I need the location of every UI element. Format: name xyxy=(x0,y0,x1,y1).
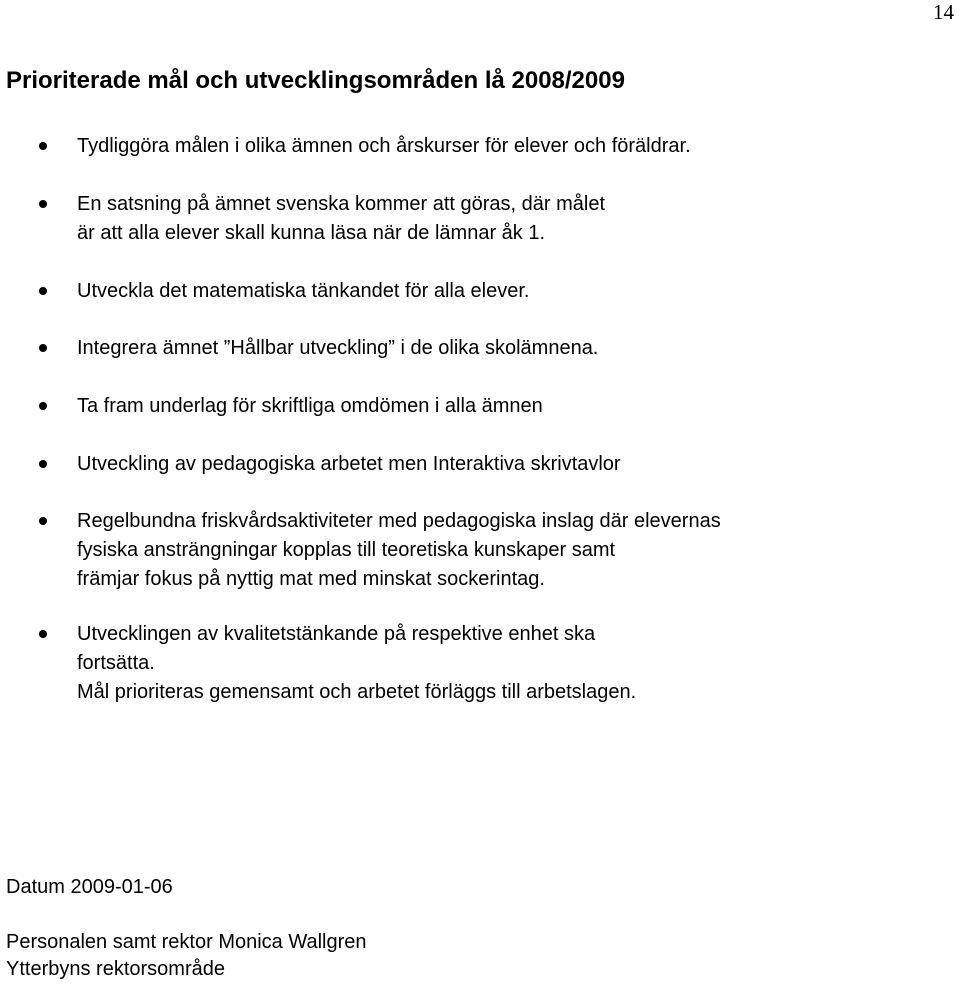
footer-signatory: Personalen samt rektor Monica Wallgren xyxy=(6,931,367,953)
list-item xyxy=(0,190,900,248)
list-item xyxy=(0,277,900,306)
list-item-line: främjar fokus på nyttig mat med minskat sockerintag. xyxy=(77,568,545,590)
list-item-line: Regelbundna friskvårdsaktiviteter med pedagogiska inslag där elevernas xyxy=(77,510,721,532)
bullet-icon xyxy=(39,142,47,150)
bullet-icon xyxy=(39,402,47,410)
footer-date: Datum 2009-01-06 xyxy=(6,876,173,898)
list-item-line: Tydliggöra målen i olika ämnen och årskurser för elever och föräldrar. xyxy=(77,135,691,157)
list-item-line: fortsätta. xyxy=(77,652,155,674)
bullet-icon xyxy=(39,630,47,638)
list-item-line: Utveckla det matematiska tänkandet för alla elever. xyxy=(77,280,530,302)
bullet-icon xyxy=(39,287,47,295)
list-item xyxy=(0,620,900,707)
list-item xyxy=(0,334,900,363)
list-item xyxy=(0,392,900,421)
list-item-line: Integrera ämnet ”Hållbar utveckling” i de olika skolämnena. xyxy=(77,337,599,359)
list-item-line: är att alla elever skall kunna läsa när de lämnar åk 1. xyxy=(77,222,546,244)
list-item xyxy=(0,132,900,161)
bullet-icon xyxy=(39,200,47,208)
list-item-line: En satsning på ämnet svenska kommer att göras, där målet xyxy=(77,193,606,215)
list-item-line: Mål prioriteras gemensamt och arbetet förläggs till arbetslagen. xyxy=(77,681,637,703)
bullet-icon xyxy=(39,460,47,468)
list-item-line: Ta fram underlag för skriftliga omdömen i alla ämnen xyxy=(77,395,543,417)
list-item-line: Utveckling av pedagogiska arbetet men Interaktiva skrivtavlor xyxy=(77,453,621,475)
bullet-icon xyxy=(39,517,47,525)
bullet-icon xyxy=(39,344,47,352)
list-item xyxy=(0,507,900,594)
document-title: Prioriterade mål och utvecklingsområden lå 2008/2009 xyxy=(6,67,625,94)
footer-organization: Ytterbyns rektorsområde xyxy=(6,958,225,980)
page-number: 14 xyxy=(933,0,954,24)
list-item xyxy=(0,450,900,479)
list-item-line: Utvecklingen av kvalitetstänkande på respektive enhet ska xyxy=(77,623,596,645)
list-item-line: fysiska ansträngningar kopplas till teoretiska kunskaper samt xyxy=(77,539,616,561)
